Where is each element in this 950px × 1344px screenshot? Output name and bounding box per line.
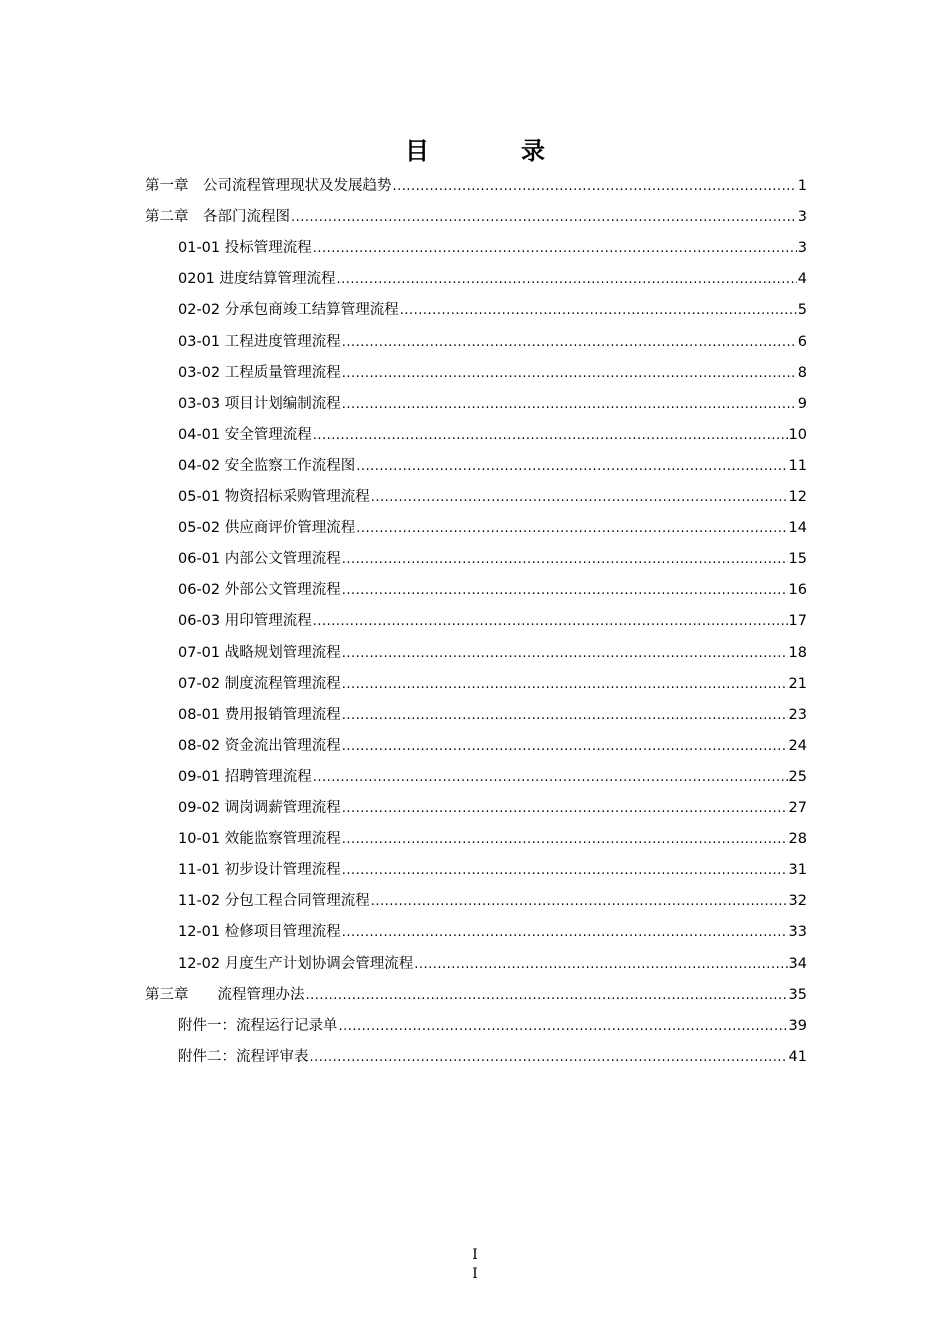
- page-number-line-1: I: [472, 1247, 478, 1263]
- toc-leader: [342, 544, 788, 575]
- toc-entry[interactable]: [178, 917, 807, 948]
- toc-entry[interactable]: [178, 327, 807, 358]
- toc-page-number: 34: [788, 955, 807, 972]
- toc-entry-text: 附件一：流程运行记录单: [178, 1017, 338, 1034]
- toc-entry-text: 第三章 流程管理办法: [145, 986, 305, 1003]
- toc-entry[interactable]: [178, 855, 807, 886]
- toc-entry[interactable]: [178, 669, 807, 700]
- toc-entry[interactable]: [145, 202, 807, 233]
- toc-leader: [342, 731, 788, 762]
- toc-entry-text: 06-01 内部公文管理流程: [178, 551, 341, 568]
- toc-entry-text: 09-01 招聘管理流程: [178, 768, 312, 785]
- toc-entry-text: 11-01 初步设计管理流程: [178, 862, 341, 879]
- toc-leader: [342, 917, 788, 948]
- toc-leader: [393, 171, 797, 202]
- toc-page-number: 1: [797, 178, 807, 194]
- toc-entry[interactable]: [178, 389, 807, 420]
- toc-entry[interactable]: [178, 358, 807, 389]
- toc-entry[interactable]: [178, 264, 807, 295]
- toc-entry[interactable]: [178, 731, 807, 762]
- toc-leader: [342, 669, 788, 700]
- toc-leader: [342, 358, 797, 389]
- toc-page-number: 41: [788, 1048, 807, 1065]
- toc-entry-text: 04-02 安全监察工作流程图: [178, 457, 356, 474]
- toc-page-number: 4: [797, 271, 807, 288]
- toc-page-number: 8: [797, 364, 807, 381]
- toc-entry-text: 06-03 用印管理流程: [178, 613, 312, 630]
- toc-page-number: 3: [797, 209, 807, 226]
- toc-page-number: 25: [788, 768, 807, 785]
- toc-page-number: 31: [788, 862, 807, 879]
- toc-page-number: 10: [788, 426, 807, 443]
- toc-entry[interactable]: [178, 233, 807, 264]
- toc-entry-text: 12-01 检修项目管理流程: [178, 924, 341, 941]
- toc-entry[interactable]: [145, 980, 807, 1011]
- toc-leader: [371, 482, 788, 513]
- toc-leader: [313, 233, 797, 264]
- toc-leader: [342, 793, 788, 824]
- toc-entry-text: 附件二：流程评审表: [178, 1048, 309, 1065]
- toc-entry-text: 第二章 各部门流程图: [145, 209, 290, 226]
- toc-page-number: 6: [797, 333, 807, 350]
- toc-leader: [313, 606, 788, 637]
- toc-entry-text: 05-01 物资招标采购管理流程: [178, 489, 370, 505]
- toc-leader: [371, 886, 788, 917]
- toc-page-number: 9: [797, 395, 807, 412]
- toc-leader: [342, 327, 797, 358]
- toc-title: 目 录: [405, 136, 579, 165]
- toc-leader: [313, 762, 788, 793]
- toc-leader: [339, 1011, 788, 1042]
- toc-page-number: 16: [788, 582, 807, 599]
- toc-leader: [356, 513, 787, 544]
- toc-entry-text: 0201 进度结算管理流程: [178, 271, 336, 288]
- toc-leader: [356, 451, 787, 482]
- toc-page-number: 14: [788, 520, 807, 537]
- toc-entry[interactable]: [178, 949, 807, 980]
- toc-entry[interactable]: [178, 700, 807, 731]
- toc-entry[interactable]: [178, 1011, 807, 1042]
- toc-leader: [400, 295, 797, 326]
- toc-page-number: 17: [788, 613, 807, 630]
- toc-entry-text: 04-01 安全管理流程: [178, 426, 312, 443]
- toc-leader: [337, 264, 797, 295]
- toc-leader: [291, 202, 797, 233]
- toc-entry-text: 02-02 分承包商竣工结算管理流程: [178, 302, 399, 319]
- toc-entry-text: 12-02 月度生产计划协调会管理流程: [178, 955, 414, 972]
- toc-entry[interactable]: [178, 638, 807, 669]
- toc-page-number: 12: [788, 489, 807, 505]
- toc-entry[interactable]: [178, 482, 807, 513]
- toc-leader: [313, 420, 788, 451]
- toc-entry-text: 06-02 外部公文管理流程: [178, 582, 341, 599]
- toc-leader: [342, 855, 788, 886]
- toc-entry[interactable]: [178, 420, 807, 451]
- toc-entry-text: 07-01 战略规划管理流程: [178, 644, 341, 661]
- toc-page-number: 32: [788, 893, 807, 910]
- toc-page-number: 15: [788, 551, 807, 568]
- toc-page-number: 3: [797, 240, 807, 257]
- toc-page-number: 35: [788, 986, 807, 1003]
- toc-leader: [306, 980, 788, 1011]
- toc-entry[interactable]: [178, 1042, 807, 1073]
- toc-page-number: 18: [788, 644, 807, 661]
- toc-entry-text: 09-02 调岗调薪管理流程: [178, 800, 341, 816]
- toc-page-number: 24: [788, 737, 807, 754]
- toc-leader: [342, 575, 788, 606]
- toc-entry-text: 03-01 工程进度管理流程: [178, 333, 341, 350]
- toc-entry-text: 08-01 费用报销管理流程: [178, 706, 341, 723]
- toc-page-number: 27: [788, 800, 807, 816]
- toc-entry-text: 03-03 项目计划编制流程: [178, 395, 341, 412]
- toc-entry[interactable]: [178, 886, 807, 917]
- toc-page-number: 39: [788, 1017, 807, 1034]
- toc-entry-text: 08-02 资金流出管理流程: [178, 737, 341, 754]
- toc-entry-text: 10-01 效能监察管理流程: [178, 831, 341, 848]
- page-number-line-2: I: [472, 1266, 478, 1282]
- toc-leader: [342, 638, 788, 669]
- toc-entry-text: 03-02 工程质量管理流程: [178, 364, 341, 381]
- toc-entry-text: 01-01 投标管理流程: [178, 240, 312, 257]
- toc-entry[interactable]: [178, 793, 807, 824]
- toc-entry[interactable]: [178, 295, 807, 326]
- toc-page-number: 23: [788, 706, 807, 723]
- toc-page-number: 33: [788, 924, 807, 941]
- toc-page-number: 11: [788, 457, 807, 474]
- toc-leader: [310, 1042, 788, 1073]
- toc-entry-text: 11-02 分包工程合同管理流程: [178, 893, 370, 910]
- toc-entry[interactable]: [145, 171, 807, 202]
- toc-page-number: 21: [788, 675, 807, 692]
- toc-entry[interactable]: [178, 824, 807, 855]
- page-footer: [0, 1246, 950, 1284]
- toc-entry[interactable]: [178, 544, 807, 575]
- toc-entry[interactable]: [178, 606, 807, 637]
- toc-page-number: 5: [797, 302, 807, 319]
- toc-entry-text: 07-02 制度流程管理流程: [178, 675, 341, 692]
- toc-entry-text: 第一章 公司流程管理现状及发展趋势: [145, 178, 392, 194]
- toc-leader: [414, 949, 787, 980]
- toc-page-number: 28: [788, 831, 807, 848]
- toc-entry[interactable]: [178, 762, 807, 793]
- toc-entry[interactable]: [178, 451, 807, 482]
- toc-leader: [342, 389, 797, 420]
- toc-leader: [342, 824, 788, 855]
- toc-entry[interactable]: [178, 575, 807, 606]
- toc-entry-text: 05-02 供应商评价管理流程: [178, 520, 356, 537]
- toc-leader: [342, 700, 788, 731]
- toc-entry[interactable]: [178, 513, 807, 544]
